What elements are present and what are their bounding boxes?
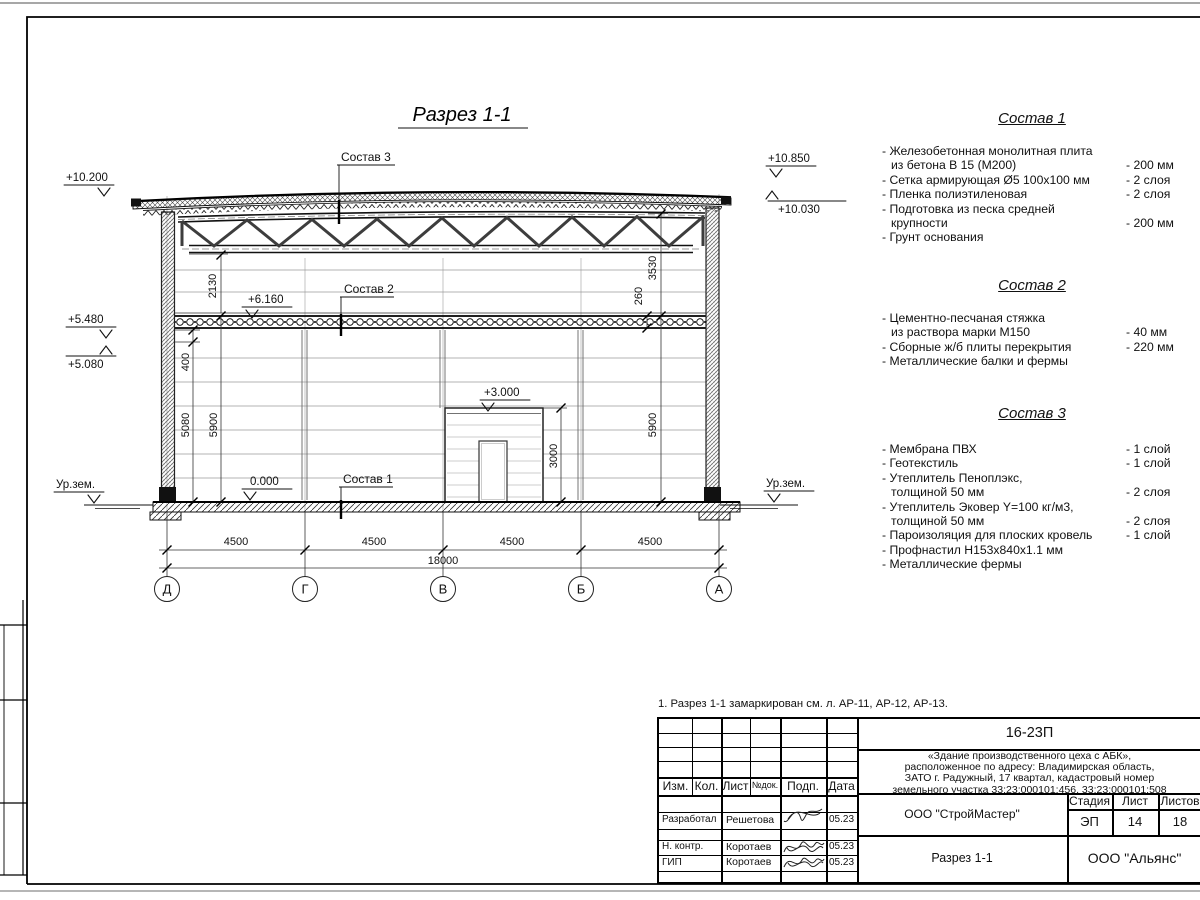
tb-sheet-title: Разрез 1-1 — [931, 850, 993, 865]
tb-object-description: «Здание производственного цеха с АБК», расположенное по адресу: Владимирская область, ЗАТО г. Радужный, 17 квартал, кадастровый номер земельного участка 33:23:000101:456, 33:23:000101:508 — [892, 750, 1167, 796]
elev-label: +6.160 — [248, 294, 284, 306]
legend-item: крупности - 200 мм — [891, 215, 1174, 230]
axis-bubble-d: Д — [162, 581, 172, 597]
dim-3000: 3000 — [548, 443, 560, 469]
legend-title: Состав 3 — [998, 405, 1066, 422]
legend-item: - Пароизоляция для плоских кровель - 1 слой — [882, 528, 1171, 543]
dim-bay-1: 4500 — [223, 536, 249, 548]
tb-role-developer: Разработал — [662, 814, 717, 826]
elev-label: +3.000 — [484, 387, 520, 399]
dim-2130: 2130 — [207, 273, 219, 299]
elev-6160 — [242, 294, 292, 318]
dim-5900-right: 5900 — [647, 412, 659, 438]
dim-5080: 5080 — [180, 412, 192, 438]
tb-sheet-value: 14 — [1127, 813, 1143, 829]
elev-label: Ур.зем. — [766, 478, 806, 490]
legend-sostav-1 — [882, 110, 1182, 245]
axis-bubbles — [155, 577, 732, 602]
tb-sheets-label: Листов — [1160, 793, 1200, 808]
tb-date-developer: 05.23 — [828, 814, 855, 826]
elev-10030 — [766, 191, 846, 216]
legend-sostav-2 — [882, 277, 1182, 369]
signature-gip-icon — [781, 853, 826, 873]
legend-item: - Профнастил Н153х840х1.1 мм — [882, 542, 1064, 557]
tb-col-list: Лист — [722, 778, 749, 793]
tb-col-izm: Изм. — [662, 778, 689, 793]
legend-item: - Сетка армирующая Ø5 100х100 мм - 2 слоя — [882, 172, 1171, 187]
dim-3530: 3530 — [647, 255, 659, 281]
legend-item: - Геотекстиль - 1 слой — [882, 456, 1171, 471]
tb-name-gip: Коротаев — [726, 856, 772, 869]
elev-5080 — [66, 346, 116, 371]
dim-400: 400 — [180, 352, 192, 372]
dim-total: 18000 — [427, 555, 459, 567]
legend-item: из раствора марки М150 - 40 мм — [891, 325, 1168, 340]
legend-item: - Металлические фермы — [882, 557, 1022, 572]
elev-label: +10.850 — [768, 153, 810, 165]
tb-sheets-value: 18 — [1172, 813, 1188, 829]
tb-stage-label: Стадия — [1069, 793, 1110, 808]
legend-item: - Цементно-песчаная стяжка — [882, 311, 1046, 325]
page-title: Разрез 1-1 — [412, 104, 512, 126]
roof-truss — [178, 212, 705, 253]
leader-sostav1-label: Состав 1 — [343, 472, 393, 486]
legend-title: Состав 1 — [998, 110, 1066, 127]
dim-bay-3: 4500 — [499, 536, 525, 548]
tb-col-kol: Кол. — [694, 778, 719, 793]
tb-col-podp: Подп. — [787, 778, 819, 793]
elev-label: +10.030 — [778, 204, 820, 216]
legend-item: - Грунт основания — [882, 230, 984, 245]
tb-role-gip: ГИП — [662, 856, 682, 868]
elev-0000 — [242, 476, 292, 500]
tb-sheet-label: Лист — [1121, 793, 1149, 808]
legend-item: - Подготовка из песка средней — [882, 201, 1055, 216]
dim-260: 260 — [633, 286, 645, 306]
bottom-dimensions — [159, 512, 727, 577]
wall-right — [706, 208, 719, 502]
drawing-title — [398, 104, 528, 128]
elev-10200 — [64, 172, 114, 196]
wall-left — [162, 212, 175, 502]
tb-date-ncontr: 05.23 — [828, 841, 855, 853]
leader-sostav2-label: Состав 2 — [344, 282, 394, 296]
elev-10850 — [766, 153, 816, 177]
tb-name-ncontr: Коротаев — [726, 840, 772, 853]
legend-item: - Металлические балки и фермы — [882, 354, 1068, 369]
building-section — [84, 192, 798, 576]
door — [479, 441, 507, 502]
title-block — [657, 717, 1200, 884]
sheet-note: 1. Разрез 1-1 замаркирован см. л. АР-11, АР-12, АР-13. — [658, 698, 948, 710]
elev-label: +10.200 — [66, 172, 108, 184]
elev-label: +5.080 — [68, 359, 104, 371]
foundation-left — [150, 512, 181, 520]
tb-role-ncontr: Н. контр. — [662, 841, 704, 853]
tb-col-ndok: №док. — [751, 780, 779, 791]
leader-sostav3-label: Состав 3 — [341, 150, 391, 164]
elev-ur-zem-right — [764, 478, 814, 502]
signature-developer-icon — [782, 799, 825, 831]
tb-name-developer: Решетова — [726, 813, 775, 826]
legend-sostav-3 — [882, 405, 1182, 572]
legend-item: толщиной 50 мм - 2 слоя — [891, 513, 1171, 528]
axis-bubble-g: Г — [301, 581, 309, 597]
tb-date-gip: 05.23 — [828, 856, 855, 868]
tb-stage-value: ЭП — [1080, 813, 1099, 829]
legend-item: из бетона В 15 (М200) - 200 мм — [891, 158, 1174, 173]
dim-bay-4: 4500 — [637, 536, 663, 548]
tambour — [445, 408, 543, 502]
elev-5480 — [66, 314, 116, 338]
tb-doc-number: 16-23П — [1005, 725, 1054, 742]
roof-edge-cap-right — [721, 197, 731, 205]
elev-label: 0.000 — [250, 476, 279, 488]
foundation-right — [699, 512, 730, 520]
axis-bubble-a: А — [714, 581, 724, 597]
legend-item: - Сборные ж/б плиты перекрытия - 220 мм — [882, 339, 1174, 354]
side-stamp — [0, 600, 27, 875]
dim-5900-left: 5900 — [208, 412, 220, 438]
legend-item: - Мембрана ПВХ - 1 слой — [882, 442, 1171, 456]
tb-org-designer: ООО "СтройМастер" — [904, 806, 1020, 821]
elev-ur-zem-left — [54, 479, 104, 503]
roof-edge-cap-left — [131, 199, 141, 207]
legend-item: - Утеплитель Эковер Y=100 кг/м3, — [882, 499, 1074, 514]
legend-title: Состав 2 — [998, 277, 1066, 294]
legend-item: - Утеплитель Пеноплэкс, — [882, 470, 1023, 485]
axis-bubble-b: Б — [576, 581, 586, 597]
tb-org-customer: ООО "Альянс" — [1087, 849, 1182, 866]
dim-bay-2: 4500 — [361, 536, 387, 548]
legend-item: - Пленка полиэтиленовая - 2 слоя — [882, 187, 1171, 202]
elev-label: Ур.зем. — [56, 479, 96, 491]
legend-item: - Железобетонная монолитная плита — [882, 144, 1093, 158]
legend-item: толщиной 50 мм - 2 слоя — [891, 485, 1171, 500]
elev-label: +5.480 — [68, 314, 104, 326]
tb-col-data: Дата — [828, 778, 855, 793]
axis-bubble-v: В — [438, 581, 448, 597]
